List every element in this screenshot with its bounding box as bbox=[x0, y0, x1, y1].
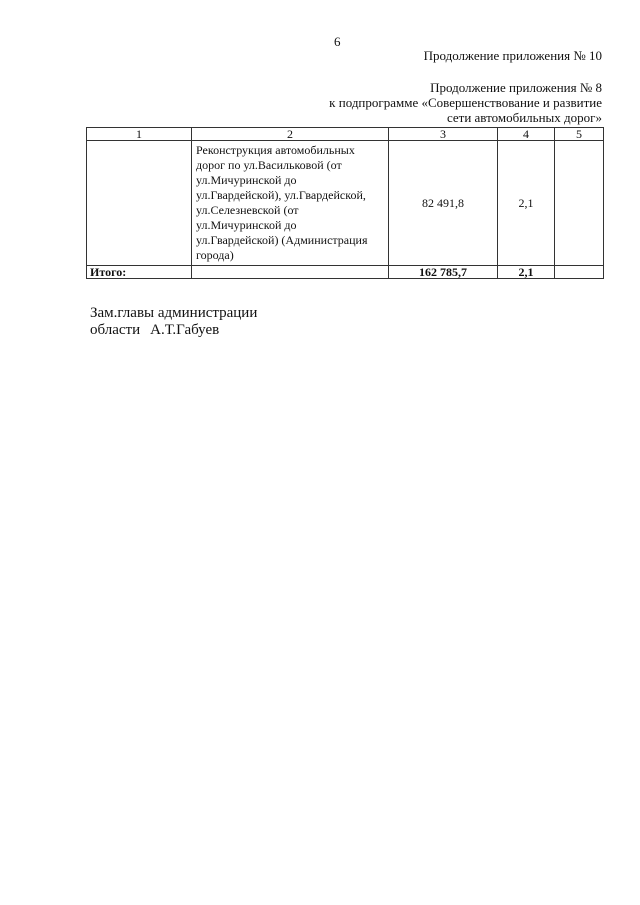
column-number-row bbox=[87, 128, 604, 141]
appendix-8-continuation-block bbox=[329, 80, 602, 125]
column-header-1: 1 bbox=[87, 128, 192, 141]
description-line: ул.Мичуринской до bbox=[196, 173, 297, 187]
total-cell-2 bbox=[192, 266, 389, 279]
row-value-4: 2,1 bbox=[498, 141, 555, 266]
data-table bbox=[86, 127, 604, 279]
total-amount: 162 785,7 bbox=[389, 266, 498, 279]
signature-block bbox=[90, 305, 257, 339]
page-number: 6 bbox=[334, 34, 341, 49]
description-line: ул.Гвардейской) (Администрация bbox=[196, 233, 368, 247]
signatory-line-2 bbox=[90, 322, 257, 339]
column-header-2: 2 bbox=[192, 128, 389, 141]
row-cell-1 bbox=[87, 141, 192, 266]
description-line: Реконструкция автомобильных bbox=[196, 143, 355, 157]
signatory-region: области bbox=[90, 322, 141, 338]
description-line: ул.Гвардейской), ул.Гвардейской, bbox=[196, 188, 366, 202]
table-row bbox=[87, 141, 604, 266]
row-amount: 82 491,8 bbox=[389, 141, 498, 266]
column-header-3: 3 bbox=[389, 128, 498, 141]
signatory-position: Зам.главы администрации bbox=[90, 305, 258, 321]
total-label: Итого: bbox=[87, 266, 192, 279]
column-header-5: 5 bbox=[555, 128, 604, 141]
total-value-5 bbox=[555, 266, 604, 279]
row-value-5 bbox=[555, 141, 604, 266]
total-value-4: 2,1 bbox=[498, 266, 555, 279]
description-line: ул.Селезневской (от bbox=[196, 203, 299, 217]
total-row bbox=[87, 266, 604, 279]
appendix-8-continuation: Продолжение приложения № 8 bbox=[430, 80, 602, 95]
column-header-4: 4 bbox=[498, 128, 555, 141]
subprogram-line-2: сети автомобильных дорог» bbox=[446, 110, 602, 125]
description-line: города) bbox=[196, 248, 234, 262]
description-line: ул.Мичуринской до bbox=[196, 218, 297, 232]
signatory-name: А.Т.Габуев bbox=[150, 322, 220, 338]
subprogram-line-1: к подпрограмме «Совершенствование и развитие bbox=[329, 95, 602, 110]
description-line: дорог по ул.Васильковой (от bbox=[196, 158, 342, 172]
row-description bbox=[192, 141, 389, 266]
appendix-10-continuation: Продолжение приложения № 10 bbox=[423, 48, 602, 63]
